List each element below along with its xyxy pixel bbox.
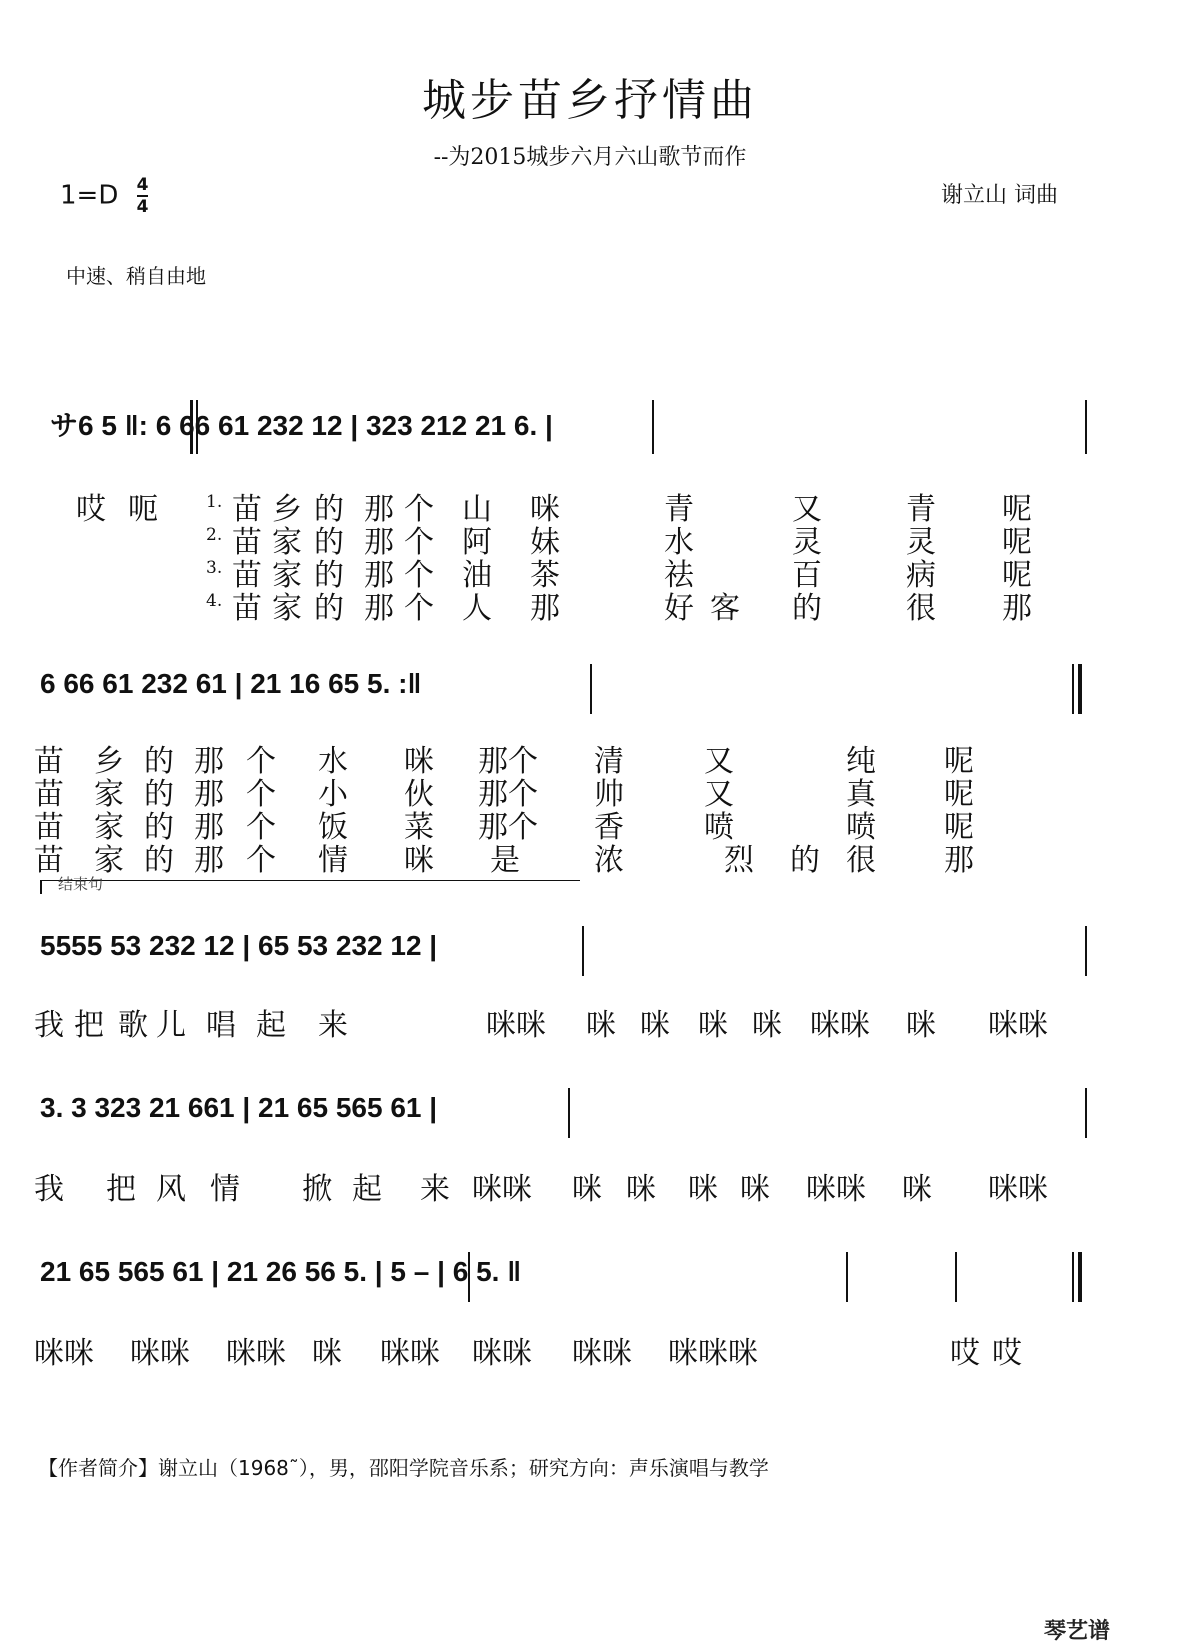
verse-b-3-word: 喷	[846, 810, 876, 845]
line-4-word: 来	[420, 1172, 450, 1207]
verse-a-2-word: 苗	[232, 525, 262, 560]
ending-phrase-marker: 结束句	[58, 875, 104, 893]
verse-a-3-word: 祛	[664, 558, 694, 593]
verse-b-2-word: 呢	[944, 777, 974, 812]
verse-b-1-word: 咪	[404, 744, 434, 779]
line-3-word: 咪咪	[810, 1008, 870, 1043]
line-3-word: 咪	[698, 1008, 728, 1043]
song-subtitle: --为2015城步六月六山歌节而作	[433, 145, 747, 170]
line-4-word: 我	[34, 1172, 64, 1207]
verse-b-4-word: 个	[246, 843, 276, 878]
verse-a-4-word: 的	[792, 591, 822, 626]
composer-credit: 谢立山 词曲	[941, 183, 1058, 208]
verse-b-4-word: 那	[194, 843, 224, 878]
verse-b-1-word: 呢	[944, 744, 974, 779]
verse-b-1-word: 又	[704, 744, 734, 779]
verse-b-4-word: 的	[144, 843, 174, 878]
line-3-word: 咪	[640, 1008, 670, 1043]
line-5-word: 哎	[950, 1336, 980, 1371]
line-4-word: 起	[352, 1172, 382, 1207]
verse-a-4-word: 个	[404, 591, 434, 626]
notes-line-3: 5555 53 232 12 | 65 53 232 12 |	[40, 930, 438, 961]
line-4-word: 咪	[626, 1172, 656, 1207]
verse-b-2-word: 的	[144, 777, 174, 812]
line-5-word: 哎	[992, 1336, 1022, 1371]
author-bio	[38, 1452, 769, 1481]
verse-a-1-word: 乡	[272, 492, 302, 527]
bio-text: 谢立山（1968˜），男，邵阳学院音乐系；研究方向：声乐演唱与教学	[158, 1456, 769, 1480]
verse-a-4-word: 好	[664, 591, 694, 626]
time-numerator: 4	[136, 175, 149, 195]
verse-b-1-word: 个	[246, 744, 276, 779]
verse-b-2-word: 又	[704, 777, 734, 812]
line-4-word: 情	[210, 1172, 240, 1207]
verse-a-3-word: 苗	[232, 558, 262, 593]
line-3-word: 咪	[586, 1008, 616, 1043]
verse-a-1-word: 青	[906, 492, 936, 527]
verse-b-2-word: 家	[94, 777, 124, 812]
verse-b-2-word: 那	[194, 777, 224, 812]
verse-a-1-word: 苗	[232, 492, 262, 527]
verse-b-3-word: 喷	[704, 810, 734, 845]
verse-a-1-word: 又	[792, 492, 822, 527]
verse-a-3-word: 那	[364, 558, 394, 593]
verse-a-4-word: 很	[906, 591, 936, 626]
line-3-word: 来	[318, 1008, 348, 1043]
verse-b-1-word: 乡	[94, 744, 124, 779]
line-3-word: 咪咪	[988, 1008, 1048, 1043]
verse-b-2-word: 那个	[478, 777, 538, 812]
verse-a-4-word: 那	[530, 591, 560, 626]
line-3-word: 咪	[906, 1008, 936, 1043]
verse-b-3-word: 呢	[944, 810, 974, 845]
notes-line-2: 6 66 61 232 61 | 21 16 65 5. :‖	[40, 668, 422, 699]
verse-b-1-word: 苗	[34, 744, 64, 779]
verse-number: 1.	[206, 492, 223, 512]
intro-lyric-1: 哎	[76, 492, 106, 527]
verse-a-4-word: 那	[364, 591, 394, 626]
verse-b-1-word: 那个	[478, 744, 538, 779]
lyrics-line-4	[0, 1164, 1180, 1207]
verse-b-4-word: 咪	[404, 843, 434, 878]
verse-a-1-word: 咪	[530, 492, 560, 527]
verse-b-3-word: 菜	[404, 810, 434, 845]
verse-b-4-word: 浓	[594, 843, 624, 878]
verse-b-4-word: 那	[944, 843, 974, 878]
line-4-word: 把	[106, 1172, 136, 1207]
verse-b-2-word: 个	[246, 777, 276, 812]
song-title: 城步苗乡抒情曲	[422, 75, 758, 126]
time-signature	[137, 176, 149, 216]
line-3-word: 唱	[206, 1008, 236, 1043]
verse-a-4-word: 家	[272, 591, 302, 626]
verse-b-4-word: 家	[94, 843, 124, 878]
line-4-word: 咪咪	[988, 1172, 1048, 1207]
tempo-marking: 中速、稍自由地	[66, 264, 206, 288]
lyrics-line-3	[0, 1000, 1180, 1043]
line-3-word: 咪咪	[486, 1008, 546, 1043]
verse-b-3-word: 家	[94, 810, 124, 845]
verse-a-block	[0, 484, 1180, 626]
line-5-word: 咪咪	[380, 1336, 440, 1371]
verse-b-3-word: 饭	[318, 810, 348, 845]
lyrics-line-5	[0, 1328, 1180, 1371]
verse-b-2-word: 真	[846, 777, 876, 812]
line-4-word: 风	[156, 1172, 186, 1207]
verse-a-2-word: 家	[272, 525, 302, 560]
verse-a-2-word: 那	[364, 525, 394, 560]
verse-b-4-word: 情	[318, 843, 348, 878]
verse-a-2-word: 妹	[530, 525, 560, 560]
verse-a-2-word: 的	[314, 525, 344, 560]
line-3-word: 我	[34, 1008, 64, 1043]
verse-a-4-word: 苗	[232, 591, 262, 626]
verse-a-3-word: 呢	[1002, 558, 1032, 593]
verse-b-1-word: 清	[594, 744, 624, 779]
verse-b-3-word: 的	[144, 810, 174, 845]
verse-a-1-word: 个	[404, 492, 434, 527]
line-5-word: 咪咪	[226, 1336, 286, 1371]
verse-b-3-word: 个	[246, 810, 276, 845]
verse-a-1-word: 那	[364, 492, 394, 527]
line-4-word: 咪咪	[472, 1172, 532, 1207]
verse-a-4-word: 的	[314, 591, 344, 626]
verse-a-1-word: 呢	[1002, 492, 1032, 527]
verse-b-1-word: 那	[194, 744, 224, 779]
line-4-word: 咪咪	[806, 1172, 866, 1207]
verse-number: 2.	[206, 525, 223, 545]
verse-a-2-word: 灵	[906, 525, 936, 560]
verse-b-2-word: 帅	[594, 777, 624, 812]
line-3-word: 歌	[118, 1008, 148, 1043]
notes-line-5: 21 65 565 61 | 21 26 56 5. | 5 – | 6 5. ‖	[40, 1256, 522, 1287]
line-5-word: 咪	[312, 1336, 342, 1371]
verse-a-2-word: 水	[664, 525, 694, 560]
key-label: 1=D	[60, 180, 119, 211]
verse-b-4-word: 是	[490, 843, 520, 878]
verse-b-1-word: 水	[318, 744, 348, 779]
verse-b-4-word: 苗	[34, 843, 64, 878]
line-5-word: 咪咪	[34, 1336, 94, 1371]
verse-a-3-word: 油	[462, 558, 492, 593]
notes-line-1: サ6 5 ‖: 6 66 61 232 12 | 323 212 21 6. |	[50, 410, 553, 441]
verse-b-2-word: 小	[318, 777, 348, 812]
verse-a-4-word: 人	[462, 591, 492, 626]
line-5-word: 咪咪	[472, 1336, 532, 1371]
line-4-word: 咪	[740, 1172, 770, 1207]
notes-line-4: 3. 3 323 21 661 | 21 65 565 61 |	[40, 1092, 438, 1123]
verse-a-3-word: 家	[272, 558, 302, 593]
verse-a-3-word: 的	[314, 558, 344, 593]
verse-b-1-word: 的	[144, 744, 174, 779]
verse-b-4-word: 很	[846, 843, 876, 878]
verse-b-3-word: 苗	[34, 810, 64, 845]
verse-a-3-word: 病	[906, 558, 936, 593]
verse-a-2-word: 个	[404, 525, 434, 560]
verse-b-3-word: 香	[594, 810, 624, 845]
verse-number: 4.	[206, 591, 223, 611]
line-3-word: 把	[74, 1008, 104, 1043]
line-3-word: 儿	[156, 1008, 186, 1043]
line-5-word: 咪咪	[572, 1336, 632, 1371]
verse-b-block	[0, 736, 1180, 878]
verse-number: 3.	[206, 558, 223, 578]
key-signature	[60, 176, 148, 216]
verse-b-2-word: 伙	[404, 777, 434, 812]
bio-label: 【作者简介】	[38, 1456, 158, 1480]
verse-a-1-word: 青	[664, 492, 694, 527]
verse-b-4-word: 烈	[724, 843, 754, 878]
verse-b-3-word: 那	[194, 810, 224, 845]
line-5-word: 咪咪	[130, 1336, 190, 1371]
verse-a-2-word: 阿	[462, 525, 492, 560]
line-5-word: 咪咪咪	[668, 1336, 758, 1371]
verse-b-1-word: 纯	[846, 744, 876, 779]
time-denominator: 4	[136, 197, 149, 217]
line-3-word: 咪	[752, 1008, 782, 1043]
verse-a-2-word: 呢	[1002, 525, 1032, 560]
verse-a-3-word: 百	[792, 558, 822, 593]
verse-a-3-word: 茶	[530, 558, 560, 593]
verse-a-1-word: 的	[314, 492, 344, 527]
verse-a-3-word: 个	[404, 558, 434, 593]
verse-b-4-word: 的	[790, 843, 820, 878]
intro-lyric-2: 呃	[128, 492, 158, 527]
verse-a-2-word: 灵	[792, 525, 822, 560]
line-4-word: 咪	[688, 1172, 718, 1207]
verse-a-1-word: 山	[462, 492, 492, 527]
verse-b-3-word: 那个	[478, 810, 538, 845]
verse-b-2-word: 苗	[34, 777, 64, 812]
line-4-word: 咪	[572, 1172, 602, 1207]
line-3-word: 起	[256, 1008, 286, 1043]
verse-a-4-word: 客	[710, 591, 740, 626]
watermark-logo: 琴艺谱	[1043, 1619, 1110, 1644]
line-4-word: 掀	[302, 1172, 332, 1207]
line-4-word: 咪	[902, 1172, 932, 1207]
verse-a-4-word: 那	[1002, 591, 1032, 626]
